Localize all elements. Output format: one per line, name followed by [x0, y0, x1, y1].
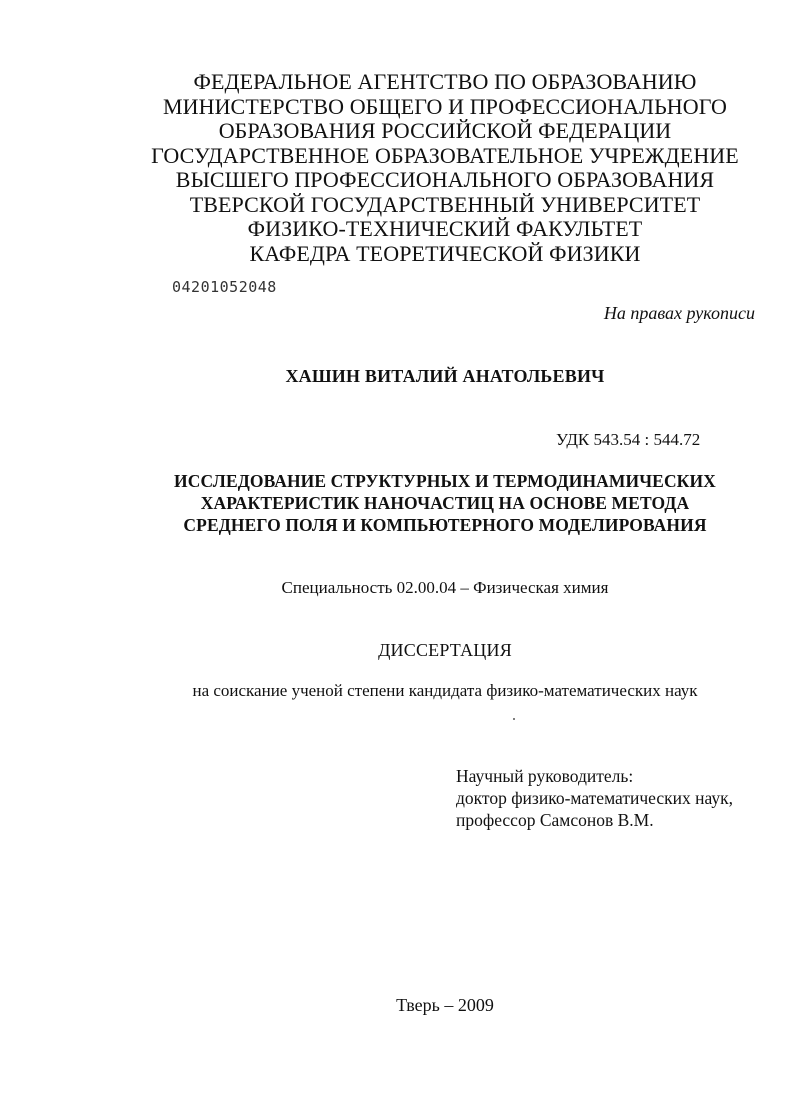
header-line-department: КАФЕДРА ТЕОРЕТИЧЕСКОЙ ФИЗИКИ	[249, 240, 641, 266]
udk-code: УДК 543.54 : 544.72	[556, 430, 701, 449]
advisor-label: Научный руководитель:	[456, 766, 634, 786]
registry-number-stamp: 04201052048	[172, 278, 277, 296]
header-line-faculty: ФИЗИКО-ТЕХНИЧЕСКИЙ ФАКУЛЬТЕТ	[247, 216, 643, 241]
institution-header	[0, 70, 797, 266]
place-and-year: Тверь – 2009	[396, 995, 494, 1015]
header-line-ministry-cont: ОБРАЗОВАНИЯ РОССИЙСКОЙ ФЕДЕРАЦИИ	[218, 118, 672, 143]
header-line-institution-level: ВЫСШЕГО ПРОФЕССИОНАЛЬНОГО ОБРАЗОВАНИЯ	[175, 167, 715, 192]
header-line-ministry: МИНИСТЕРСТВО ОБЩЕГО И ПРОФЕССИОНАЛЬНОГО	[162, 93, 728, 119]
header-line-institution-type: ГОСУДАРСТВЕННОЕ ОБРАЗОВАТЕЛЬНОЕ УЧРЕЖДЕНИЕ	[151, 142, 739, 168]
title-line: ХАРАКТЕРИСТИК НАНОЧАСТИЦ НА ОСНОВЕ МЕТОДА	[200, 493, 690, 513]
title-line: СРЕДНЕГО ПОЛЯ И КОМПЬЮТЕРНОГО МОДЕЛИРОВАНИЯ	[183, 515, 707, 535]
specialty: Специальность 02.00.04 – Физическая химия	[281, 578, 609, 597]
advisor-degree: доктор физико-математических наук,	[456, 788, 733, 808]
header-line-university: ТВЕРСКОЙ ГОСУДАРСТВЕННЫЙ УНИВЕРСИТЕТ	[189, 191, 701, 217]
rights-notice: На правах рукописи	[603, 303, 755, 323]
title-line: ИССЛЕДОВАНИЕ СТРУКТУРНЫХ И ТЕРМОДИНАМИЧЕСКИХ	[174, 471, 716, 491]
author-name: ХАШИН ВИТАЛИЙ АНАТОЛЬЕВИЧ	[285, 366, 605, 386]
advisor-name: профессор Самсонов В.М.	[456, 810, 654, 830]
scientific-advisor	[456, 765, 733, 831]
scan-speck	[513, 718, 515, 720]
document-type: ДИССЕРТАЦИЯ	[378, 640, 512, 660]
dissertation-title	[0, 470, 797, 536]
degree-statement: на соискание ученой степени кандидата физико-математических наук	[192, 681, 698, 700]
header-line-agency: ФЕДЕРАЛЬНОЕ АГЕНТСТВО ПО ОБРАЗОВАНИЮ	[193, 69, 697, 94]
